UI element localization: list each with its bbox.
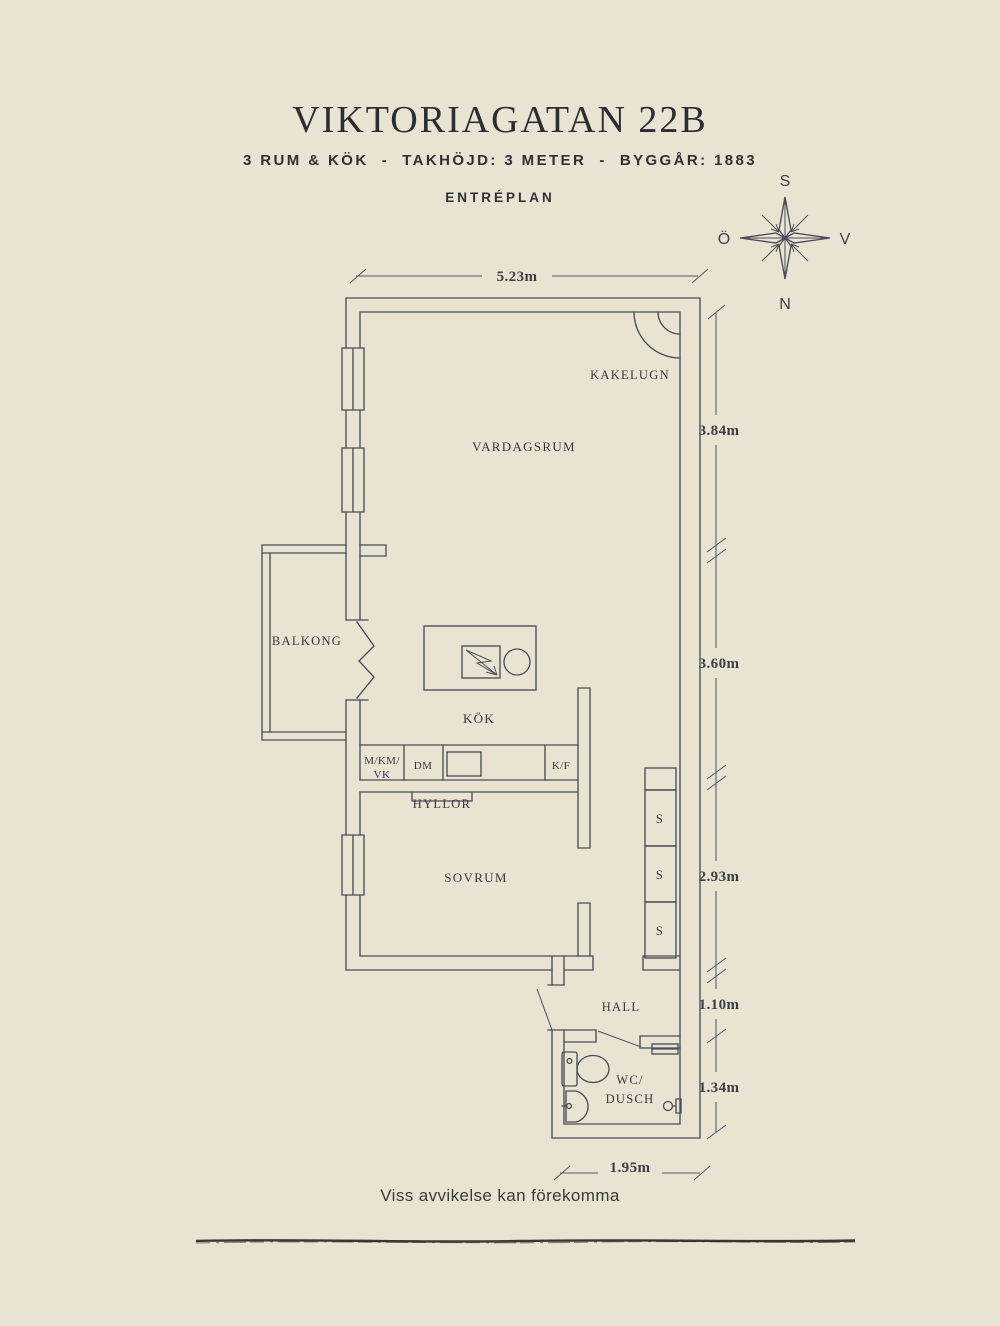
label-mkmvk-line1: M/KM/ — [364, 755, 400, 767]
closet-top-box — [645, 768, 676, 790]
compass-rose — [718, 173, 851, 313]
window-living-1 — [342, 348, 364, 410]
label-hyllor: HYLLOR — [412, 797, 472, 811]
dimension-right-5: 1.34m — [698, 1080, 740, 1096]
toilet-button-icon — [567, 1059, 572, 1064]
washbasin-icon — [566, 1091, 588, 1122]
room-label-kakelugn: KAKELUGN — [590, 368, 670, 382]
walls — [346, 298, 700, 1138]
wall-stub — [360, 545, 386, 556]
closet-label-3: S — [655, 924, 665, 938]
entrance-door-leaf — [537, 989, 552, 1030]
dimension-right-2: 3.60m — [698, 656, 740, 672]
window-living-2 — [342, 448, 364, 512]
room-label-sovrum: SOVRUM — [444, 870, 508, 885]
entrance-door — [548, 985, 564, 1030]
washbasin-tap-icon — [567, 1104, 572, 1109]
label-kf: K/F — [551, 760, 571, 772]
toilet-bowl-icon — [577, 1056, 609, 1083]
kitchen-corridor-wall — [578, 688, 590, 848]
compass-north-label: N — [779, 296, 791, 313]
label-mkmvk-line2: VK — [373, 769, 391, 781]
kitchen-island — [424, 626, 536, 690]
label-dm: DM — [413, 760, 433, 772]
room-label-hall: HALL — [601, 1000, 641, 1014]
wc-door-leaf — [598, 1031, 641, 1047]
balcony-door — [346, 620, 374, 700]
compass-east-label: Ö — [717, 231, 731, 248]
dimension-annotations — [350, 269, 739, 1180]
island-sink-icon — [504, 649, 530, 675]
floor-label: ENTRÉPLAN — [445, 190, 555, 205]
dimension-top: 5.23m — [496, 269, 538, 285]
dimension-right-4: 1.10m — [698, 997, 740, 1013]
window-bedroom — [342, 835, 364, 895]
windows — [342, 348, 374, 895]
stove-bolt-icon — [466, 650, 497, 675]
room-labels — [272, 368, 670, 1106]
bedroom-wall — [578, 903, 590, 956]
shower-valve-icon — [664, 1102, 673, 1111]
compass-west-label: V — [839, 231, 851, 248]
outer-walls — [346, 298, 700, 1138]
ink-smudge — [196, 1240, 855, 1243]
room-label-balkong: BALKONG — [271, 634, 343, 648]
room-label-wc-line1: WC/ — [616, 1073, 644, 1087]
page-subtitle: 3 RUM & KÖK - TAKHÖJD: 3 METER - BYGGÅR: 1883 — [242, 152, 758, 169]
smudge-line — [196, 1240, 855, 1241]
hall-wc-wall — [564, 1030, 680, 1048]
dimension-right-1: 3.84m — [698, 423, 740, 439]
compass-south-label: S — [779, 173, 791, 190]
room-label-wc-line2: DUSCH — [605, 1092, 655, 1106]
room-label-kok: KÖK — [462, 711, 496, 726]
kitchen-bedroom-wall — [360, 780, 578, 792]
tiled-stove-arcs — [634, 312, 680, 358]
tiled-stove — [634, 312, 680, 358]
closet-label-1: S — [655, 812, 665, 826]
room-label-vardagsrum: VARDAGSRUM — [472, 439, 576, 454]
dimension-right-3: 2.93m — [698, 869, 740, 885]
page-title: VIKTORIAGATAN 22B — [292, 99, 708, 141]
dimension-bottom: 1.95m — [609, 1160, 651, 1176]
counter-sink-icon — [447, 752, 481, 776]
disclaimer-text: Viss avvikelse kan förekomma — [380, 1186, 620, 1205]
closet-label-2: S — [655, 868, 665, 882]
